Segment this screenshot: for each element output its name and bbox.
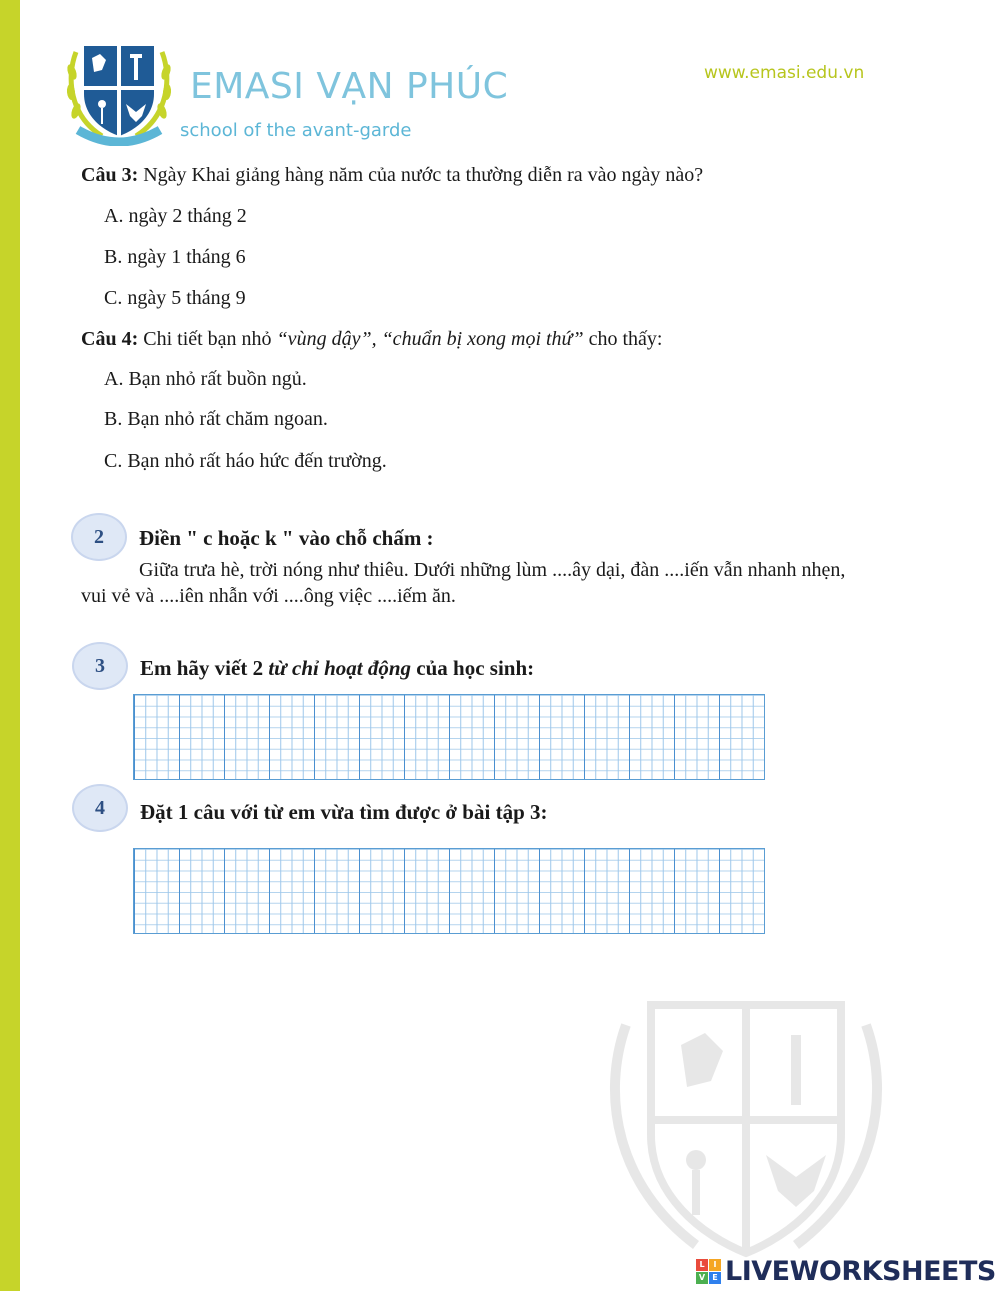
question-4-option-b[interactable]: B. Bạn nhỏ rất chăm ngoan. (104, 408, 328, 430)
question-3-option-c[interactable]: C. ngày 5 tháng 9 (104, 287, 246, 309)
question-4-option-a[interactable]: A. Bạn nhỏ rất buồn ngủ. (104, 368, 307, 390)
liveworksheets-logo-icon: L I V E (696, 1259, 721, 1284)
exercise-3-number-badge: 3 (72, 642, 128, 690)
question-3-text: Ngày Khai giảng hàng năm của nước ta thường diễn ra vào ngày nào? (138, 164, 704, 186)
school-website: www.emasi.edu.vn (704, 63, 865, 83)
exercise-4-number-badge: 4 (72, 784, 128, 832)
crest-watermark (596, 985, 896, 1285)
exercise-4-writing-grid[interactable] (133, 848, 765, 934)
exercise-3-title (140, 656, 534, 681)
question-3-option-b[interactable]: B. ngày 1 tháng 6 (104, 246, 246, 268)
school-tagline: school of the avant-garde (180, 120, 412, 141)
sidebar-accent-stripe (0, 0, 20, 1291)
liveworksheets-brand (696, 1256, 996, 1286)
question-3-option-a[interactable]: A. ngày 2 tháng 2 (104, 205, 247, 227)
exercise-2-passage-line-2: vui vẻ và ....iên nhẫn với ....ông việc ....iếm ăn. (81, 585, 456, 607)
exercise-3-title-italic: từ chỉ hoạt động (268, 656, 412, 680)
question-4 (81, 328, 662, 351)
school-brand-name: EMASI VẠN PHÚC (190, 66, 509, 107)
question-4-text-after: cho thấy: (583, 328, 663, 350)
question-4-option-c[interactable]: C. Bạn nhỏ rất háo hức đến trường. (104, 450, 387, 472)
exercise-2-passage-line-1: Giữa trưa hè, trời nóng như thiêu. Dưới những lùm ....ây dại, đàn ....iến vẫn nhanh nhẹn, (139, 559, 846, 581)
exercise-2-number-badge: 2 (71, 513, 127, 561)
exercise-3-title-start: Em hãy viết 2 (140, 656, 269, 680)
exercise-3-title-end: của học sinh: (411, 656, 535, 680)
exercise-4-title: Đặt 1 câu với từ em vừa tìm được ở bài tập 3: (140, 800, 548, 824)
liveworksheets-wordmark: LIVEWORKSHEETS (725, 1255, 996, 1287)
exercise-3-writing-grid[interactable] (133, 694, 765, 780)
question-4-text: Chi tiết bạn nhỏ (138, 328, 277, 350)
school-crest-logo (62, 38, 176, 146)
question-4-label: Câu 4: (81, 328, 139, 350)
exercise-2-title: Điền " c hoặc k " vào chỗ chấm : (139, 526, 434, 550)
question-3-label: Câu 3: (81, 164, 139, 186)
question-3 (81, 164, 703, 187)
question-4-quote: “vùng dậy”, “chuẩn bị xong mọi thứ” (276, 328, 584, 350)
